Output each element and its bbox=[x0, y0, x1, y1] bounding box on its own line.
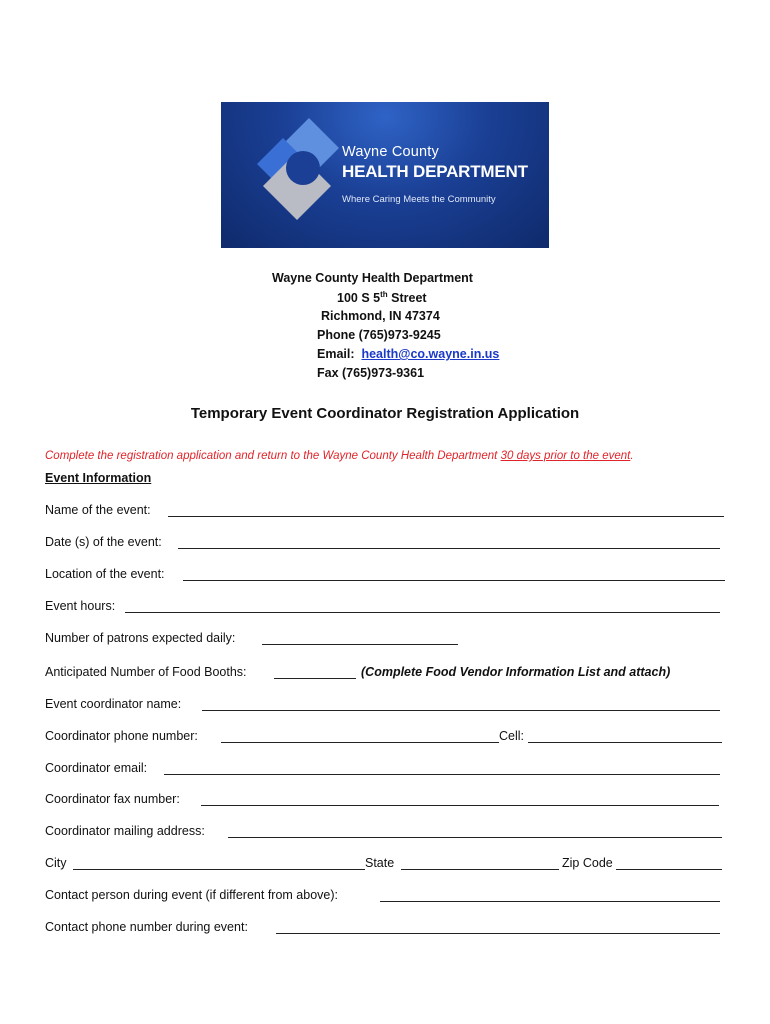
event-name-field[interactable] bbox=[168, 516, 724, 517]
coordinator-email-field[interactable] bbox=[164, 774, 720, 775]
logo-line-1: Wayne County bbox=[342, 144, 439, 160]
event-hours-field[interactable] bbox=[125, 612, 720, 613]
address-phone: Phone (765)973-9245 bbox=[317, 328, 441, 342]
event-location-field[interactable] bbox=[183, 580, 725, 581]
event-hours-label: Event hours: bbox=[45, 599, 116, 613]
coordinator-name-label: Event coordinator name: bbox=[45, 697, 182, 711]
mailing-address-field[interactable] bbox=[228, 837, 722, 838]
address-org: Wayne County Health Department bbox=[272, 271, 473, 285]
contact-person-field[interactable] bbox=[380, 901, 720, 902]
event-location-label: Location of the event: bbox=[45, 567, 165, 581]
state-label: State bbox=[365, 856, 395, 870]
coordinator-fax-field[interactable] bbox=[201, 805, 719, 806]
address-street: 100 S 5th Street bbox=[337, 290, 427, 306]
contact-phone-label: Contact phone number during event: bbox=[45, 920, 248, 934]
cell-field[interactable] bbox=[528, 742, 722, 743]
food-booths-note: (Complete Food Vendor Information List and attach) bbox=[361, 665, 671, 679]
food-booths-label: Anticipated Number of Food Booths: bbox=[45, 665, 247, 679]
city-label: City bbox=[45, 856, 67, 870]
health-department-logo bbox=[221, 102, 549, 248]
instructions-text: Complete the registration application and return to the Wayne County Health Department 30 days prior to the event. bbox=[45, 450, 634, 462]
section-heading: Event Information bbox=[45, 471, 152, 485]
mailing-address-label: Coordinator mailing address: bbox=[45, 824, 205, 838]
logo-tagline: Where Caring Meets the Community bbox=[342, 194, 496, 205]
coordinator-phone-field[interactable] bbox=[221, 742, 499, 743]
address-fax: Fax (765)973-9361 bbox=[317, 366, 425, 380]
coordinator-name-field[interactable] bbox=[202, 710, 720, 711]
zip-label: Zip Code bbox=[562, 856, 613, 870]
coordinator-fax-label: Coordinator fax number: bbox=[45, 792, 180, 806]
food-booths-field[interactable] bbox=[274, 678, 356, 679]
coordinator-phone-label: Coordinator phone number: bbox=[45, 729, 198, 743]
patrons-field[interactable] bbox=[262, 644, 458, 645]
address-email: Email: health@co.wayne.in.us bbox=[317, 347, 500, 361]
contact-phone-field[interactable] bbox=[276, 933, 720, 934]
zip-field[interactable] bbox=[616, 869, 722, 870]
event-dates-field[interactable] bbox=[178, 548, 720, 549]
email-link[interactable]: health@co.wayne.in.us bbox=[361, 347, 500, 361]
contact-person-label: Contact person during event (if different from above): bbox=[45, 888, 338, 902]
patrons-label: Number of patrons expected daily: bbox=[45, 631, 236, 645]
cell-label: Cell: bbox=[499, 729, 525, 743]
coordinator-email-label: Coordinator email: bbox=[45, 761, 148, 775]
state-field[interactable] bbox=[401, 869, 559, 870]
city-field[interactable] bbox=[73, 869, 365, 870]
address-city: Richmond, IN 47374 bbox=[321, 309, 440, 323]
logo-line-2: HEALTH DEPARTMENT bbox=[342, 162, 528, 181]
event-name-label: Name of the event: bbox=[45, 503, 151, 517]
event-dates-label: Date (s) of the event: bbox=[45, 535, 162, 549]
page-title: Temporary Event Coordinator Registration Application bbox=[190, 405, 580, 422]
